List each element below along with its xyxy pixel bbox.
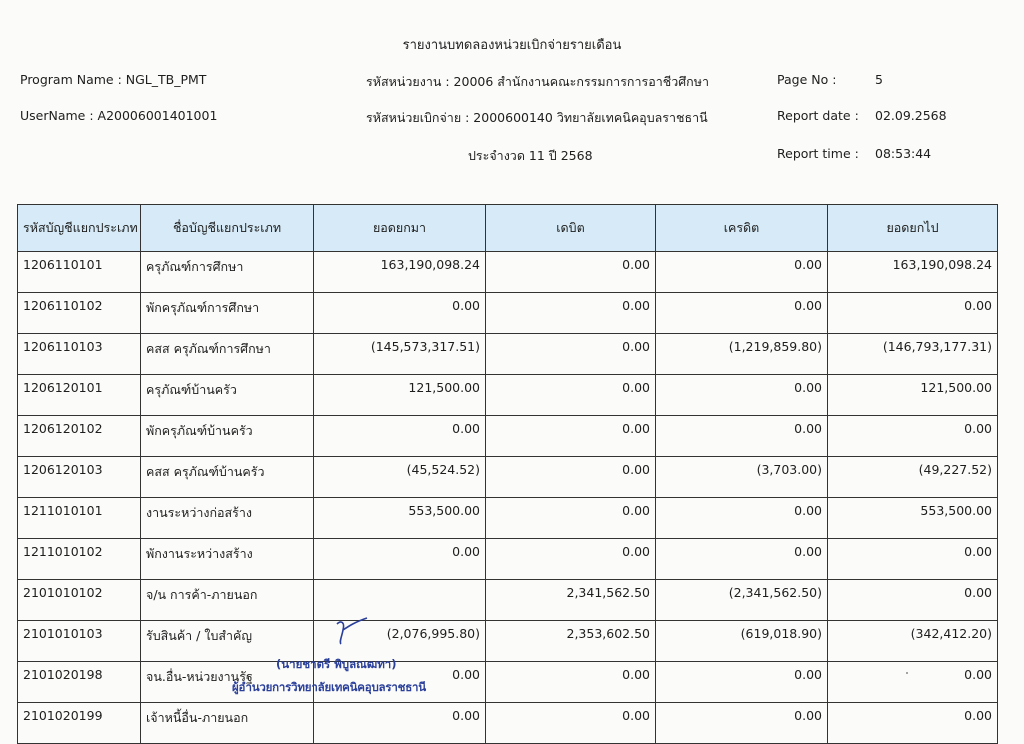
cell-account-code: 1206120103 — [18, 457, 141, 498]
cell-opening-balance: 0.00 — [314, 662, 486, 703]
header-debit: เดบิต — [486, 205, 656, 252]
cell-closing-balance: 553,500.00 — [828, 498, 998, 539]
signatory-position: ผู้อำนวยการวิทยาลัยเทคนิคอุบลราชธานี — [232, 680, 426, 694]
cell-credit: 0.00 — [656, 293, 828, 334]
cell-closing-balance: 0.00 — [828, 539, 998, 580]
cell-account-name: พักครุภัณฑ์การศึกษา — [141, 293, 314, 334]
cell-closing-balance: 0.00 — [828, 703, 998, 744]
cell-opening-balance: 553,500.00 — [314, 498, 486, 539]
cell-closing-balance: (49,227.52) — [828, 457, 998, 498]
table-row — [18, 498, 998, 539]
cell-closing-balance: (146,793,177.31) — [828, 334, 998, 375]
cell-credit: 0.00 — [656, 539, 828, 580]
table-row — [18, 539, 998, 580]
table-row — [18, 334, 998, 375]
cell-closing-balance: 0.00 — [828, 580, 998, 621]
cell-account-code: 2101020198 — [18, 662, 141, 703]
cell-debit: 0.00 — [486, 252, 656, 293]
cell-debit: 2,353,602.50 — [486, 621, 656, 662]
cell-closing-balance: 0.00 — [828, 293, 998, 334]
cell-account-code: 1211010102 — [18, 539, 141, 580]
cell-account-code: 1206110101 — [18, 252, 141, 293]
cell-opening-balance: (45,524.52) — [314, 457, 486, 498]
cell-debit: 0.00 — [486, 539, 656, 580]
header-account-name: ชื่อบัญชีแยกประเภท — [141, 205, 314, 252]
cell-account-code: 1206110103 — [18, 334, 141, 375]
cell-credit: (2,341,562.50) — [656, 580, 828, 621]
scan-speck — [906, 672, 908, 674]
table-row — [18, 293, 998, 334]
cell-opening-balance — [314, 580, 486, 621]
cell-account-code: 1211010101 — [18, 498, 141, 539]
cell-debit: 0.00 — [486, 416, 656, 457]
cell-credit: 0.00 — [656, 416, 828, 457]
cell-credit: 0.00 — [656, 703, 828, 744]
cell-debit: 0.00 — [486, 334, 656, 375]
report-time-label: Report time : — [777, 146, 859, 161]
table-header-row — [18, 205, 998, 252]
signature-mark — [333, 616, 373, 646]
cell-debit: 0.00 — [486, 662, 656, 703]
cell-credit: (1,219,859.80) — [656, 334, 828, 375]
cell-credit: (619,018.90) — [656, 621, 828, 662]
cell-credit: 0.00 — [656, 252, 828, 293]
cell-debit: 0.00 — [486, 498, 656, 539]
cell-credit: 0.00 — [656, 498, 828, 539]
report-date-label: Report date : — [777, 108, 859, 123]
cell-closing-balance: 163,190,098.24 — [828, 252, 998, 293]
header-closing-balance: ยอดยกไป — [828, 205, 998, 252]
cell-account-name: คสส ครุภัณฑ์บ้านครัว — [141, 457, 314, 498]
cell-account-code: 1206110102 — [18, 293, 141, 334]
cell-account-name: พักงานระหว่างสร้าง — [141, 539, 314, 580]
cell-closing-balance: 0.00 — [828, 662, 998, 703]
disbursing-unit-code: รหัสหน่วยเบิกจ่าย : 2000600140 วิทยาลัยเทคนิคอุบลราชธานี — [366, 110, 708, 125]
header-credit: เครดิต — [656, 205, 828, 252]
cell-opening-balance: 0.00 — [314, 293, 486, 334]
username: UserName : A20006001401001 — [20, 108, 218, 123]
cell-account-code: 1206120101 — [18, 375, 141, 416]
cell-account-name: ครุภัณฑ์บ้านครัว — [141, 375, 314, 416]
cell-account-name: จน.อื่น-หน่วยงานรัฐ — [141, 662, 314, 703]
report-date-value: 02.09.2568 — [875, 108, 947, 123]
agency-code: รหัสหน่วยงาน : 20006 สำนักงานคณะกรรมการการอาชีวศึกษา — [366, 74, 710, 89]
cell-account-name: คสส ครุภัณฑ์การศึกษา — [141, 334, 314, 375]
header-account-code: รหัสบัญชีแยกประเภท — [18, 205, 141, 252]
program-name: Program Name : NGL_TB_PMT — [20, 72, 207, 87]
ledger-table — [17, 204, 998, 744]
report-period: ประจำงวด 11 ปี 2568 — [468, 148, 593, 163]
cell-debit: 0.00 — [486, 457, 656, 498]
cell-account-name: รับสินค้า / ใบสำคัญ — [141, 621, 314, 662]
cell-opening-balance: (2,076,995.80) — [314, 621, 486, 662]
report-time-value: 08:53:44 — [875, 146, 932, 161]
table-row — [18, 416, 998, 457]
cell-closing-balance: 121,500.00 — [828, 375, 998, 416]
table-row — [18, 375, 998, 416]
page-no-label: Page No : — [777, 72, 837, 87]
cell-credit: 0.00 — [656, 375, 828, 416]
page-no-value: 5 — [875, 72, 883, 87]
cell-debit: 0.00 — [486, 375, 656, 416]
cell-opening-balance: 121,500.00 — [314, 375, 486, 416]
cell-opening-balance: (145,573,317.51) — [314, 334, 486, 375]
cell-closing-balance: (342,412.20) — [828, 621, 998, 662]
cell-debit: 2,341,562.50 — [486, 580, 656, 621]
cell-account-name: พักครุภัณฑ์บ้านครัว — [141, 416, 314, 457]
cell-opening-balance: 0.00 — [314, 416, 486, 457]
cell-credit: (3,703.00) — [656, 457, 828, 498]
cell-debit: 0.00 — [486, 703, 656, 744]
cell-closing-balance: 0.00 — [828, 416, 998, 457]
cell-opening-balance: 163,190,098.24 — [314, 252, 486, 293]
cell-account-code: 2101010102 — [18, 580, 141, 621]
cell-opening-balance: 0.00 — [314, 539, 486, 580]
cell-account-name: งานระหว่างก่อสร้าง — [141, 498, 314, 539]
cell-account-name: เจ้าหนี้อื่น-ภายนอก — [141, 703, 314, 744]
cell-credit: 0.00 — [656, 662, 828, 703]
report-title: รายงานบทดลองหน่วยเบิกจ่ายรายเดือน — [402, 38, 622, 53]
table-row — [18, 703, 998, 744]
table-row — [18, 580, 998, 621]
cell-account-name: ครุภัณฑ์การศึกษา — [141, 252, 314, 293]
cell-account-name: จ/น การค้า-ภายนอก — [141, 580, 314, 621]
table-row — [18, 252, 998, 293]
table-row — [18, 621, 998, 662]
table-row — [18, 457, 998, 498]
cell-account-code: 2101010103 — [18, 621, 141, 662]
cell-account-code: 2101020199 — [18, 703, 141, 744]
header-opening-balance: ยอดยกมา — [314, 205, 486, 252]
cell-account-code: 1206120102 — [18, 416, 141, 457]
table-row — [18, 662, 998, 703]
cell-opening-balance: 0.00 — [314, 703, 486, 744]
cell-debit: 0.00 — [486, 293, 656, 334]
signatory-name: (นายชาตรี พิบูลณฒทา) — [276, 657, 397, 671]
